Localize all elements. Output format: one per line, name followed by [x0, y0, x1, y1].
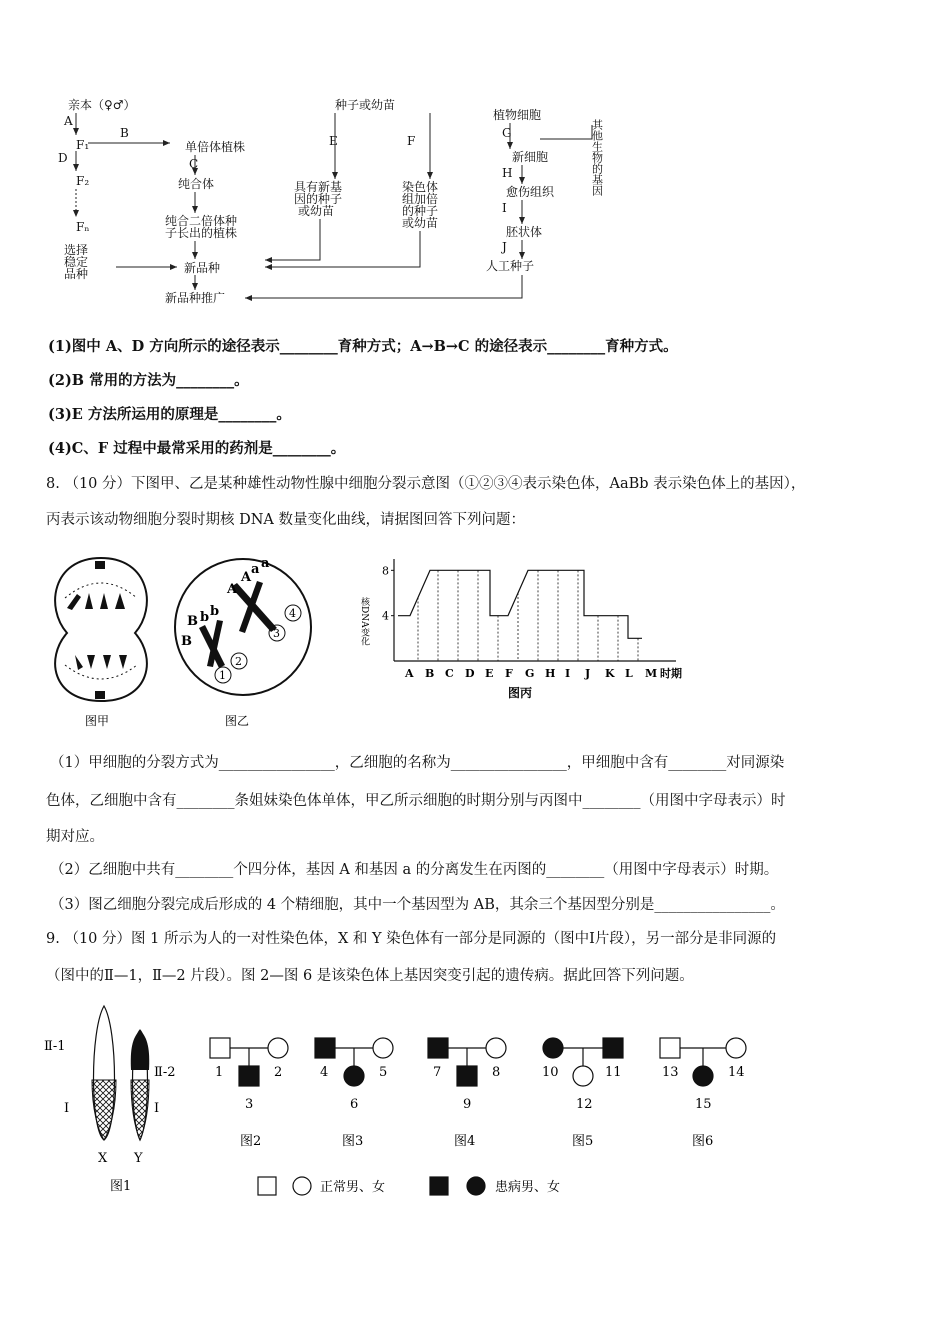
- seed-text: 种子或幼苗: [335, 98, 396, 112]
- q7-line4: (4)C、F 过程中最常采用的药剂是________。: [48, 440, 346, 457]
- legend-normal: 正常男、女: [320, 1180, 386, 1195]
- q8-sub3: （3）图乙细胞分裂完成后形成的 4 个精细胞，其中一个基因型为 AB，其余三个基因型分别是________________。: [50, 897, 785, 913]
- chrom-text: 染色体: [402, 180, 439, 194]
- new-variety-text: 新品种: [184, 261, 221, 275]
- q9-intro-line2: （图中的Ⅱ—1，Ⅱ—2 片段）。图 2—图 6 是该染色体上基因突变引起的遗传病。据此回答下列问题。: [46, 968, 694, 984]
- q7-line1: (1)图中 A、D 方向所示的途径表示________育种方式；A→B→C 的途径表示________育种方式。: [48, 338, 678, 355]
- x-tick-label: M: [645, 667, 658, 680]
- Fn-label: Fₙ: [76, 220, 90, 234]
- y-axis-label: 核DNA变化: [359, 597, 369, 646]
- label-G: G: [502, 126, 512, 140]
- q8-intro-line1: 8. （10 分）下图甲、乙是某种雄性动物性腺中细胞分裂示意图（①②③④表示染色体，AaBb 表示染色体上的基因），: [46, 476, 806, 492]
- callus-text: 愈伤组织: [506, 185, 555, 199]
- cell-jia-diagram: [45, 553, 157, 731]
- svg-text:b: b: [210, 604, 220, 619]
- promotion-text: 新品种推广: [165, 291, 226, 305]
- x-tick-label: F: [505, 667, 513, 680]
- svg-text:B: B: [187, 614, 198, 629]
- F1-label: F₁: [76, 138, 90, 152]
- pure-line-text: 纯合二倍体种: [165, 214, 238, 228]
- label-J: J: [502, 240, 507, 254]
- select-text: 选择: [64, 243, 89, 257]
- newgene-text: 或幼苗: [298, 204, 335, 218]
- x-tick-label: L: [625, 667, 633, 680]
- svg-text:a: a: [251, 562, 260, 577]
- q8-sub1-line2: 色体，乙细胞中含有________条姐妹染色体单体，甲乙所示细胞的时期分别与丙图中________（用图中字母表示）时: [46, 793, 786, 809]
- svg-text:12: 12: [576, 1097, 593, 1112]
- label-C: C: [189, 157, 199, 171]
- haploid-text: 单倍体植株: [185, 140, 246, 154]
- y-tick-label: 4: [382, 609, 389, 623]
- label-D: D: [58, 151, 68, 165]
- cap-jia: 图甲: [85, 714, 110, 728]
- I-label-y: Ⅰ: [154, 1101, 160, 1116]
- svg-text:B: B: [181, 634, 192, 649]
- chrom-text: 的种子: [402, 204, 439, 218]
- dna-series-line: [398, 570, 642, 638]
- label-B: B: [120, 126, 129, 140]
- x-tick-label: H: [545, 667, 556, 680]
- svg-text:1: 1: [215, 1065, 224, 1080]
- pedigree-figures: [40, 1000, 760, 1210]
- q7-line3: (3)E 方法所运用的原理是________。: [48, 406, 291, 423]
- q9-intro-line1: 9. （10 分）图 1 所示为人的一对性染色体，X 和 Y 染色体有一部分是同源的（图中Ⅰ片段），另一部分是非同源的: [46, 931, 777, 947]
- newgene-text: 具有新基: [294, 180, 343, 194]
- label-E: E: [329, 134, 338, 148]
- svg-text:a: a: [261, 556, 270, 571]
- newgene-text: 因的种子: [294, 192, 343, 206]
- x-tick-label: C: [445, 667, 454, 680]
- x-tick-label: I: [565, 667, 571, 680]
- X-label: X: [98, 1151, 108, 1166]
- svg-text:14: 14: [728, 1065, 745, 1080]
- svg-text:4: 4: [320, 1065, 329, 1080]
- q7-line2: (2)B 常用的方法为________。: [48, 372, 249, 389]
- fig4-caption: 图4: [454, 1134, 476, 1149]
- label-A: A: [64, 114, 73, 128]
- svg-text:A: A: [241, 570, 252, 585]
- select-text: 品种: [64, 267, 89, 281]
- x-tick-label: D: [465, 667, 475, 680]
- fig5-caption: 图5: [572, 1134, 594, 1149]
- svg-text:2: 2: [235, 655, 242, 668]
- F2-label: F₂: [76, 174, 90, 188]
- svg-text:10: 10: [542, 1065, 559, 1080]
- homozygous-text: 纯合体: [178, 177, 215, 191]
- q8-intro-line2: 丙表示该动物细胞分裂时期核 DNA 数量变化曲线，请据图回答下列问题：: [46, 512, 525, 528]
- svg-text:13: 13: [662, 1065, 679, 1080]
- svg-text:2: 2: [274, 1065, 283, 1080]
- svg-text:11: 11: [605, 1065, 622, 1080]
- svg-text:9: 9: [463, 1097, 472, 1112]
- q8-sub1-line3: 期对应。: [46, 829, 104, 845]
- svg-text:4: 4: [289, 607, 296, 620]
- other-gene-text: 其他生物的基因: [590, 119, 604, 196]
- fig2-caption: 图2: [240, 1134, 262, 1149]
- svg-text:3: 3: [273, 627, 280, 640]
- label-I: I: [502, 201, 507, 215]
- q8-sub2: （2）乙细胞中共有________个四分体，基因 A 和基因 a 的分离发生在丙图的________（用图中字母表示）时期。: [50, 862, 779, 878]
- x-tick-label: J: [585, 667, 591, 680]
- label-F: F: [407, 134, 416, 148]
- q8-sub1-line1: （1）甲细胞的分裂方式为________________，乙细胞的名称为________________，甲细胞中含有________对同源染: [50, 755, 785, 771]
- I-label-x: Ⅰ: [64, 1101, 70, 1116]
- x-tick-label: G: [525, 667, 535, 680]
- svg-text:5: 5: [379, 1065, 388, 1080]
- new-cell-text: 新细胞: [512, 150, 549, 164]
- cell-yi-diagram: [165, 553, 325, 731]
- embryoid-text: 胚状体: [506, 225, 543, 239]
- fig1-caption: 图1: [110, 1179, 132, 1194]
- x-tick-label: B: [425, 667, 435, 680]
- svg-text:7: 7: [433, 1065, 442, 1080]
- breeding-flowchart: [40, 95, 630, 315]
- parent-label: 亲本（♀♂）: [68, 98, 136, 112]
- label-H: H: [502, 166, 513, 180]
- svg-text:6: 6: [350, 1097, 359, 1112]
- artificial-seed-text: 人工种子: [486, 259, 535, 273]
- svg-text:b: b: [200, 610, 210, 625]
- fig3-caption: 图3: [342, 1134, 364, 1149]
- chrom-text: 或幼苗: [402, 216, 439, 230]
- dna-chart: [358, 553, 698, 705]
- svg-text:A: A: [227, 582, 238, 597]
- chart-title: 图丙: [508, 686, 533, 700]
- svg-text:1: 1: [219, 669, 226, 682]
- x-tick-label: E: [485, 667, 494, 680]
- svg-text:8: 8: [492, 1065, 501, 1080]
- fig6-caption: 图6: [692, 1134, 714, 1149]
- svg-text:3: 3: [245, 1097, 254, 1112]
- svg-text:15: 15: [695, 1097, 712, 1112]
- select-text: 稳定: [64, 255, 89, 269]
- chrom-text: 组加倍: [402, 192, 439, 206]
- pure-line-text: 子长出的植株: [165, 226, 238, 240]
- II1-label: Ⅱ-1: [44, 1039, 66, 1054]
- sex-chromosomes: [92, 1006, 149, 1140]
- x-axis-label: 时期: [660, 667, 682, 680]
- y-tick-label: 8: [382, 564, 389, 578]
- legend-affected: 患病男、女: [495, 1180, 561, 1195]
- II2-label: Ⅱ-2: [154, 1065, 176, 1080]
- Y-label: Y: [134, 1151, 143, 1166]
- x-tick-label: K: [605, 667, 615, 680]
- plant-cell-text: 植物细胞: [493, 108, 542, 122]
- x-tick-label: A: [405, 667, 414, 680]
- cap-yi: 图乙: [225, 714, 250, 728]
